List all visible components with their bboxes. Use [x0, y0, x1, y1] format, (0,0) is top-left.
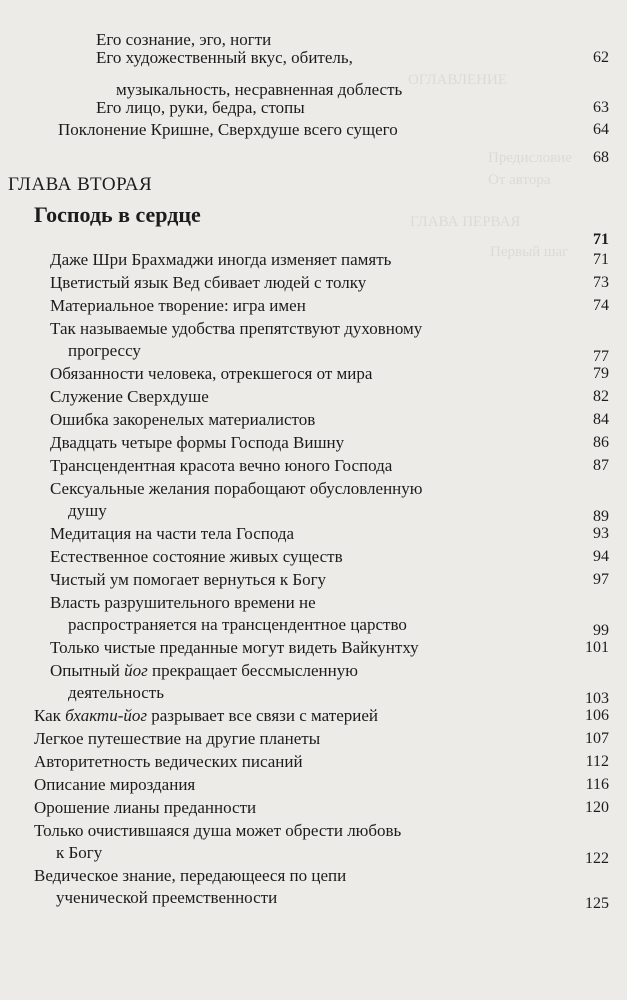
toc-page-number: 116: [585, 776, 609, 793]
ghost-text: От автора: [488, 172, 551, 188]
toc-page-number: 63: [593, 99, 609, 116]
toc-page-number: 112: [585, 753, 609, 770]
toc-page-number: 82: [593, 388, 609, 405]
toc-entry-line: душу: [68, 501, 107, 520]
toc-entry-line: Даже Шри Брахмаджи иногда изменяет память: [50, 250, 392, 269]
toc-entry-line: Его сознание, эго, ногти: [96, 30, 272, 49]
ghost-text: ОГЛАВЛЕНИЕ: [408, 72, 507, 88]
toc-entry-line: Ведическое знание, передающееся по цепи: [34, 866, 347, 885]
section-page-number: 71: [593, 231, 609, 248]
toc-page-number: 101: [585, 639, 609, 656]
toc-page-number: 73: [593, 274, 609, 291]
toc-entry-line: Так называемые удобства препятствуют духовному: [50, 319, 423, 338]
toc-entry-line: деятельность: [68, 683, 164, 702]
ghost-text: Первый шаг: [490, 244, 569, 260]
section-title: Господь в сердце: [34, 202, 201, 227]
toc-entry-line: Служение Сверхдуше: [50, 387, 209, 406]
toc-entry-line: Как бхакти-йог разрывает все связи с материей: [34, 706, 378, 725]
toc-page-number: 89: [593, 508, 609, 525]
toc-page-number: 77: [593, 348, 609, 365]
toc-entry-line: Трансцендентная красота вечно юного Господа: [50, 456, 393, 475]
toc-entry-line: Медитация на части тела Господа: [50, 524, 295, 543]
toc-page-number: 64: [593, 121, 609, 138]
toc-entry-line: к Богу: [56, 843, 103, 862]
ghost-text: Предисловие: [488, 150, 572, 166]
chapter-label: ГЛАВА ВТОРАЯ: [8, 174, 153, 195]
toc-entry-line: Власть разрушительного времени не: [50, 593, 316, 612]
toc-entry-line: прогрессу: [68, 341, 141, 360]
toc-entry-line: Его лицо, руки, бедра, стопы: [96, 98, 305, 117]
toc-page-number: 74: [593, 297, 609, 314]
toc-page-number: 86: [593, 434, 609, 451]
toc-page-number: 99: [593, 622, 609, 639]
toc-page-number: 79: [593, 365, 609, 382]
toc-page-number: 97: [593, 571, 609, 588]
toc-entry-line: Только очистившаяся душа может обрести любовь: [34, 821, 402, 840]
toc-page-number: 122: [585, 850, 609, 867]
toc-page-number: 68: [593, 149, 609, 166]
toc-page-number: 107: [585, 730, 609, 747]
toc-entry-line: Материальное творение: игра имен: [50, 296, 306, 315]
toc-entry-line: распространяется на трансцендентное царство: [68, 615, 407, 634]
toc-page-number: 106: [585, 707, 609, 724]
toc-entry-line: Чистый ум помогает вернуться к Богу: [50, 570, 327, 589]
toc-page-number: 125: [585, 895, 609, 912]
toc-entry-line: Сексуальные желания порабощают обусловленную: [50, 479, 423, 498]
toc-entry-line: Цветистый язык Вед сбивает людей с толку: [50, 273, 367, 292]
toc-entry-line: ученической преемственности: [56, 888, 278, 907]
toc-entry-line: Обязанности человека, отрекшегося от мира: [50, 364, 373, 383]
toc-entry-line: Легкое путешествие на другие планеты: [34, 729, 321, 748]
toc-entry-line: Его художественный вкус, обитель,: [96, 48, 353, 67]
toc-page-number: 62: [593, 49, 609, 66]
toc-entry-line: Ошибка закоренелых материалистов: [50, 410, 316, 429]
toc-page-number: 94: [593, 548, 609, 565]
toc-entry-line: Поклонение Кришне, Сверхдуше всего сущего: [58, 120, 398, 139]
toc-page-number: 71: [593, 251, 609, 268]
toc-page-number: 93: [593, 525, 609, 542]
toc-entry-line: Естественное состояние живых существ: [50, 547, 343, 566]
toc-entry-line: Опытный йог прекращает бессмысленную: [50, 661, 358, 680]
toc-entry-line: музыкальность, несравненная доблесть: [116, 80, 403, 99]
toc-entry-line: Орошение лианы преданности: [34, 798, 257, 817]
toc-entry-line: Двадцать четыре формы Господа Вишну: [50, 433, 345, 452]
toc-page-number: 84: [593, 411, 609, 428]
toc-entry-line: Описание мироздания: [34, 775, 196, 794]
toc-page-number: 120: [585, 799, 609, 816]
toc-page-number: 87: [593, 457, 609, 474]
toc-entry-line: Только чистые преданные могут видеть Вайкунтху: [50, 638, 419, 657]
ghost-text: ГЛАВА ПЕРВАЯ: [410, 214, 521, 230]
toc-entry-line: Авторитетность ведических писаний: [34, 752, 303, 771]
toc-page-number: 103: [585, 690, 609, 707]
